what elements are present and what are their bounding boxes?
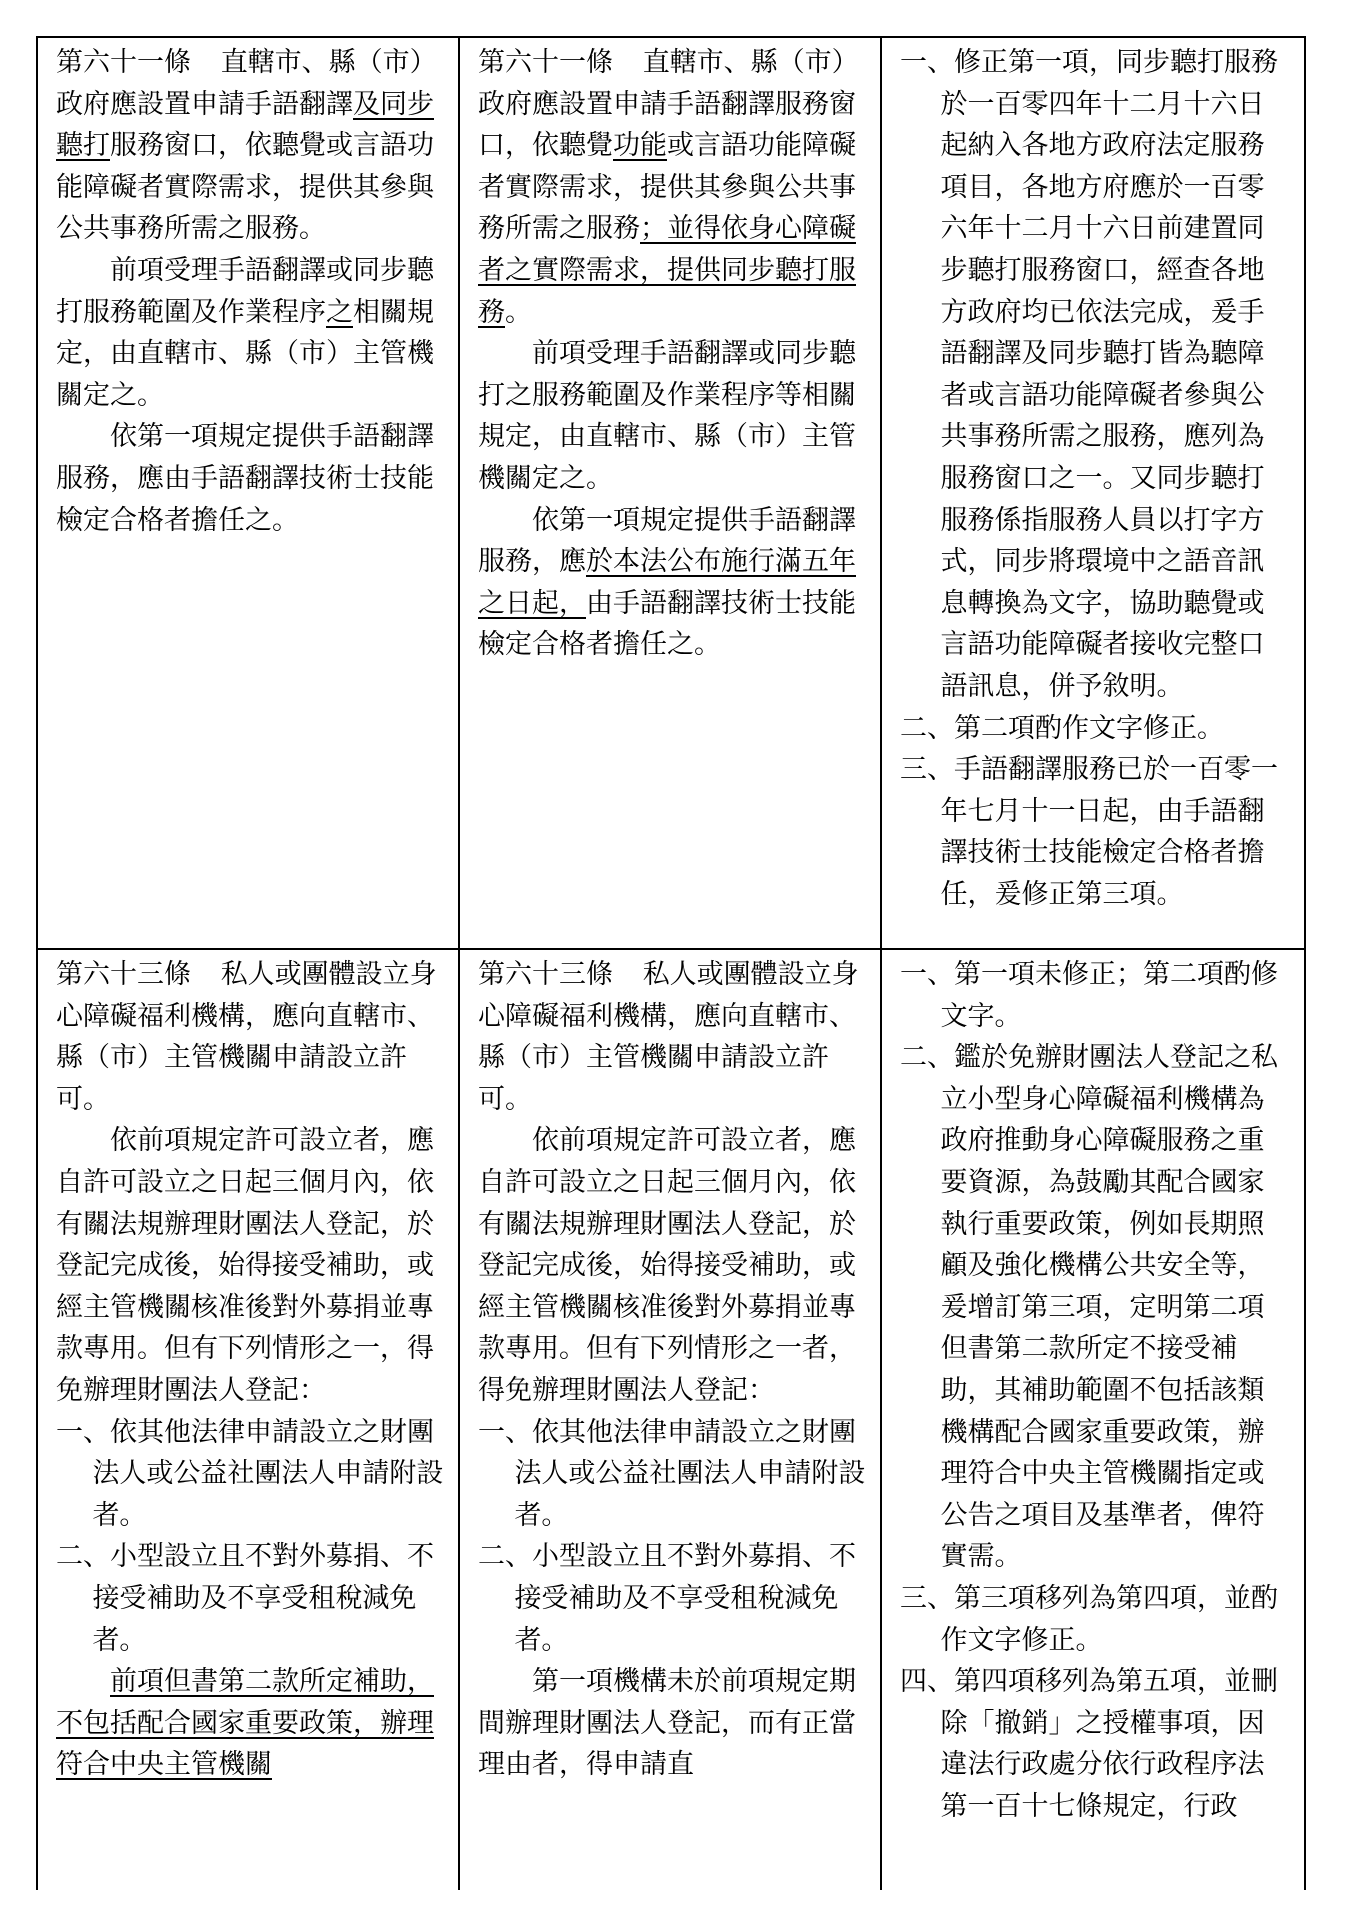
paragraph xyxy=(56,1661,444,1786)
explanation-item: 一、第一項未修正；第二項酌修文字。 xyxy=(900,959,1278,1032)
explanation-item: 三、第三項移列為第四項，並酌作文字修正。 xyxy=(900,1582,1278,1656)
underlined-text: 於本法公布施行滿五年之日起， xyxy=(478,546,856,619)
paragraph: 依第一項規定提供手語翻譯服務，應由手語翻譯技術士技能檢定合格者擔任之。 xyxy=(56,421,434,536)
explanation-item: 三、手語翻譯服務已於一百零一年七月十一日起，由手語翻譯技術士技能檢定合格者擔任，爰修正第三項。 xyxy=(900,754,1278,910)
underlined-text: 功能 xyxy=(613,130,667,162)
paragraph: 前項受理手語翻譯或同步聽打服務範圍及作業程序之相關規定，由直轄市、縣（市）主管機關定之。 xyxy=(56,254,434,411)
current-text-cell xyxy=(459,37,881,949)
explanation-cell xyxy=(881,37,1305,949)
current-text-cell xyxy=(459,949,881,1890)
list-item: 二、小型設立且不對外募捐、不接受補助及不享受租稅減免者。 xyxy=(478,1541,856,1656)
amended-insertion: 及同步聽打 xyxy=(56,88,434,162)
amended-insertion: 之 xyxy=(326,296,353,328)
article-number: 第六十三條 xyxy=(478,959,613,990)
explanation-item: 二、第二項酌作文字修正。 xyxy=(900,712,1224,744)
amended-insertion: 前項但書第二款所定補助，不包括配合國家重要政策，辦理符合中央主管機關 xyxy=(56,1666,434,1781)
paragraph: 依第一項規定提供手語翻譯服務，應於本法公布施行滿五年之日起，由手語翻譯技術士技能檢定合格者擔任之。 xyxy=(478,504,856,661)
article-paragraph: 第六十一條 直轄市、縣（市）政府應設置申請手語翻譯及同步聽打服務窗口，依聽覺或言語功能障礙者實際需求，提供其參與公共事務所需之服務。 xyxy=(56,47,437,245)
article-number: 第六十一條 xyxy=(56,47,191,78)
article-number: 第六十三條 xyxy=(56,959,191,990)
article-paragraph: 第六十一條 直轄市、縣（市）政府應設置申請手語翻譯服務窗口，依聽覺功能或言語功能障礙者實際需求，提供其參與公共事務所需之服務；並得依身心障礙者之實際需求，提供同步聽打服務。 xyxy=(478,47,859,328)
article-number: 第六十一條 xyxy=(478,47,613,78)
explanation-item: 二、鑑於免辦財團法人登記之私立小型身心障礙福利機構為政府推動身心障礙服務之重要資源，為鼓勵其配合國家執行重要政策，例如長期照顧及強化機構公共安全等，爰增訂第三項，定明第二項但書第二款所定不接受補助，其補助範圍不包括該類機構配合國家重要政策，辦理符合中央主管機關指定或公告之項目及基準者，俾符實需。 xyxy=(900,1042,1278,1573)
article-paragraph: 第六十三條 私人或團體設立身心障礙福利機構，應向直轄市、縣（市）主管機關申請設立許可。 xyxy=(56,959,437,1115)
paragraph: 前項受理手語翻譯或同步聽打之服務範圍及作業程序等相關規定，由直轄市、縣（市）主管機關定之。 xyxy=(478,338,856,494)
table-row xyxy=(37,37,1305,949)
explanation-item: 一、修正第一項，同步聽打服務於一百零四年十二月十六日起納入各地方政府法定服務項目，各地方府應於一百零六年十二月十六日前建置同步聽打服務窗口，經查各地方政府均已依法完成，爰手語翻譯及同步聽打皆為聽障者或言語功能障礙者參與公共事務所需之服務，應列為服務窗口之一。又同步聽打服務係指服務人員以打字方式，同步將環境中之語音訊息轉換為文字，協助聽覺或言語功能障礙者接收完整口語訊息，併予敘明。 xyxy=(900,47,1278,702)
list-item: 一、依其他法律申請設立之財團法人或公益社團法人申請附設者。 xyxy=(478,1416,866,1531)
table-row xyxy=(37,949,1305,1890)
paragraph: 依前項規定許可設立者，應自許可設立之日起三個月內，依有關法規辦理財團法人登記，於登記完成後，始得接受補助，或經主管機關核准後對外募捐並專款專用。但有下列情形之一者，得免辦理財團法人登記： xyxy=(478,1125,856,1406)
list-item: 二、小型設立且不對外募捐、不接受補助及不享受租稅減免者。 xyxy=(56,1541,434,1656)
amended-text-cell xyxy=(37,37,459,949)
list-item: 一、依其他法律申請設立之財團法人或公益社團法人申請附設者。 xyxy=(56,1416,444,1531)
explanation-item: 四、第四項移列為第五項，並刪除「撤銷」之授權事項，因違法行政處分依行政程序法第一百十七條規定，行政 xyxy=(900,1666,1278,1822)
paragraph: 依前項規定許可設立者，應自許可設立之日起三個月內，依有關法規辦理財團法人登記，於登記完成後，始得接受補助，或經主管機關核准後對外募捐並專款專用。但有下列情形之一，得免辦理財團法人登記： xyxy=(56,1125,434,1406)
comparison-table xyxy=(36,36,1306,1890)
underlined-text: ；並得依身心障礙者之實際需求，提供同步聽打服務 xyxy=(478,213,856,328)
amended-text-cell xyxy=(37,949,459,1890)
article-paragraph: 第六十三條 私人或團體設立身心障礙福利機構，應向直轄市、縣（市）主管機關申請設立許可。 xyxy=(478,959,859,1115)
explanation-cell xyxy=(881,949,1305,1890)
paragraph: 第一項機構未於前項規定期間辦理財團法人登記，而有正當理由者，得申請直 xyxy=(478,1666,856,1781)
